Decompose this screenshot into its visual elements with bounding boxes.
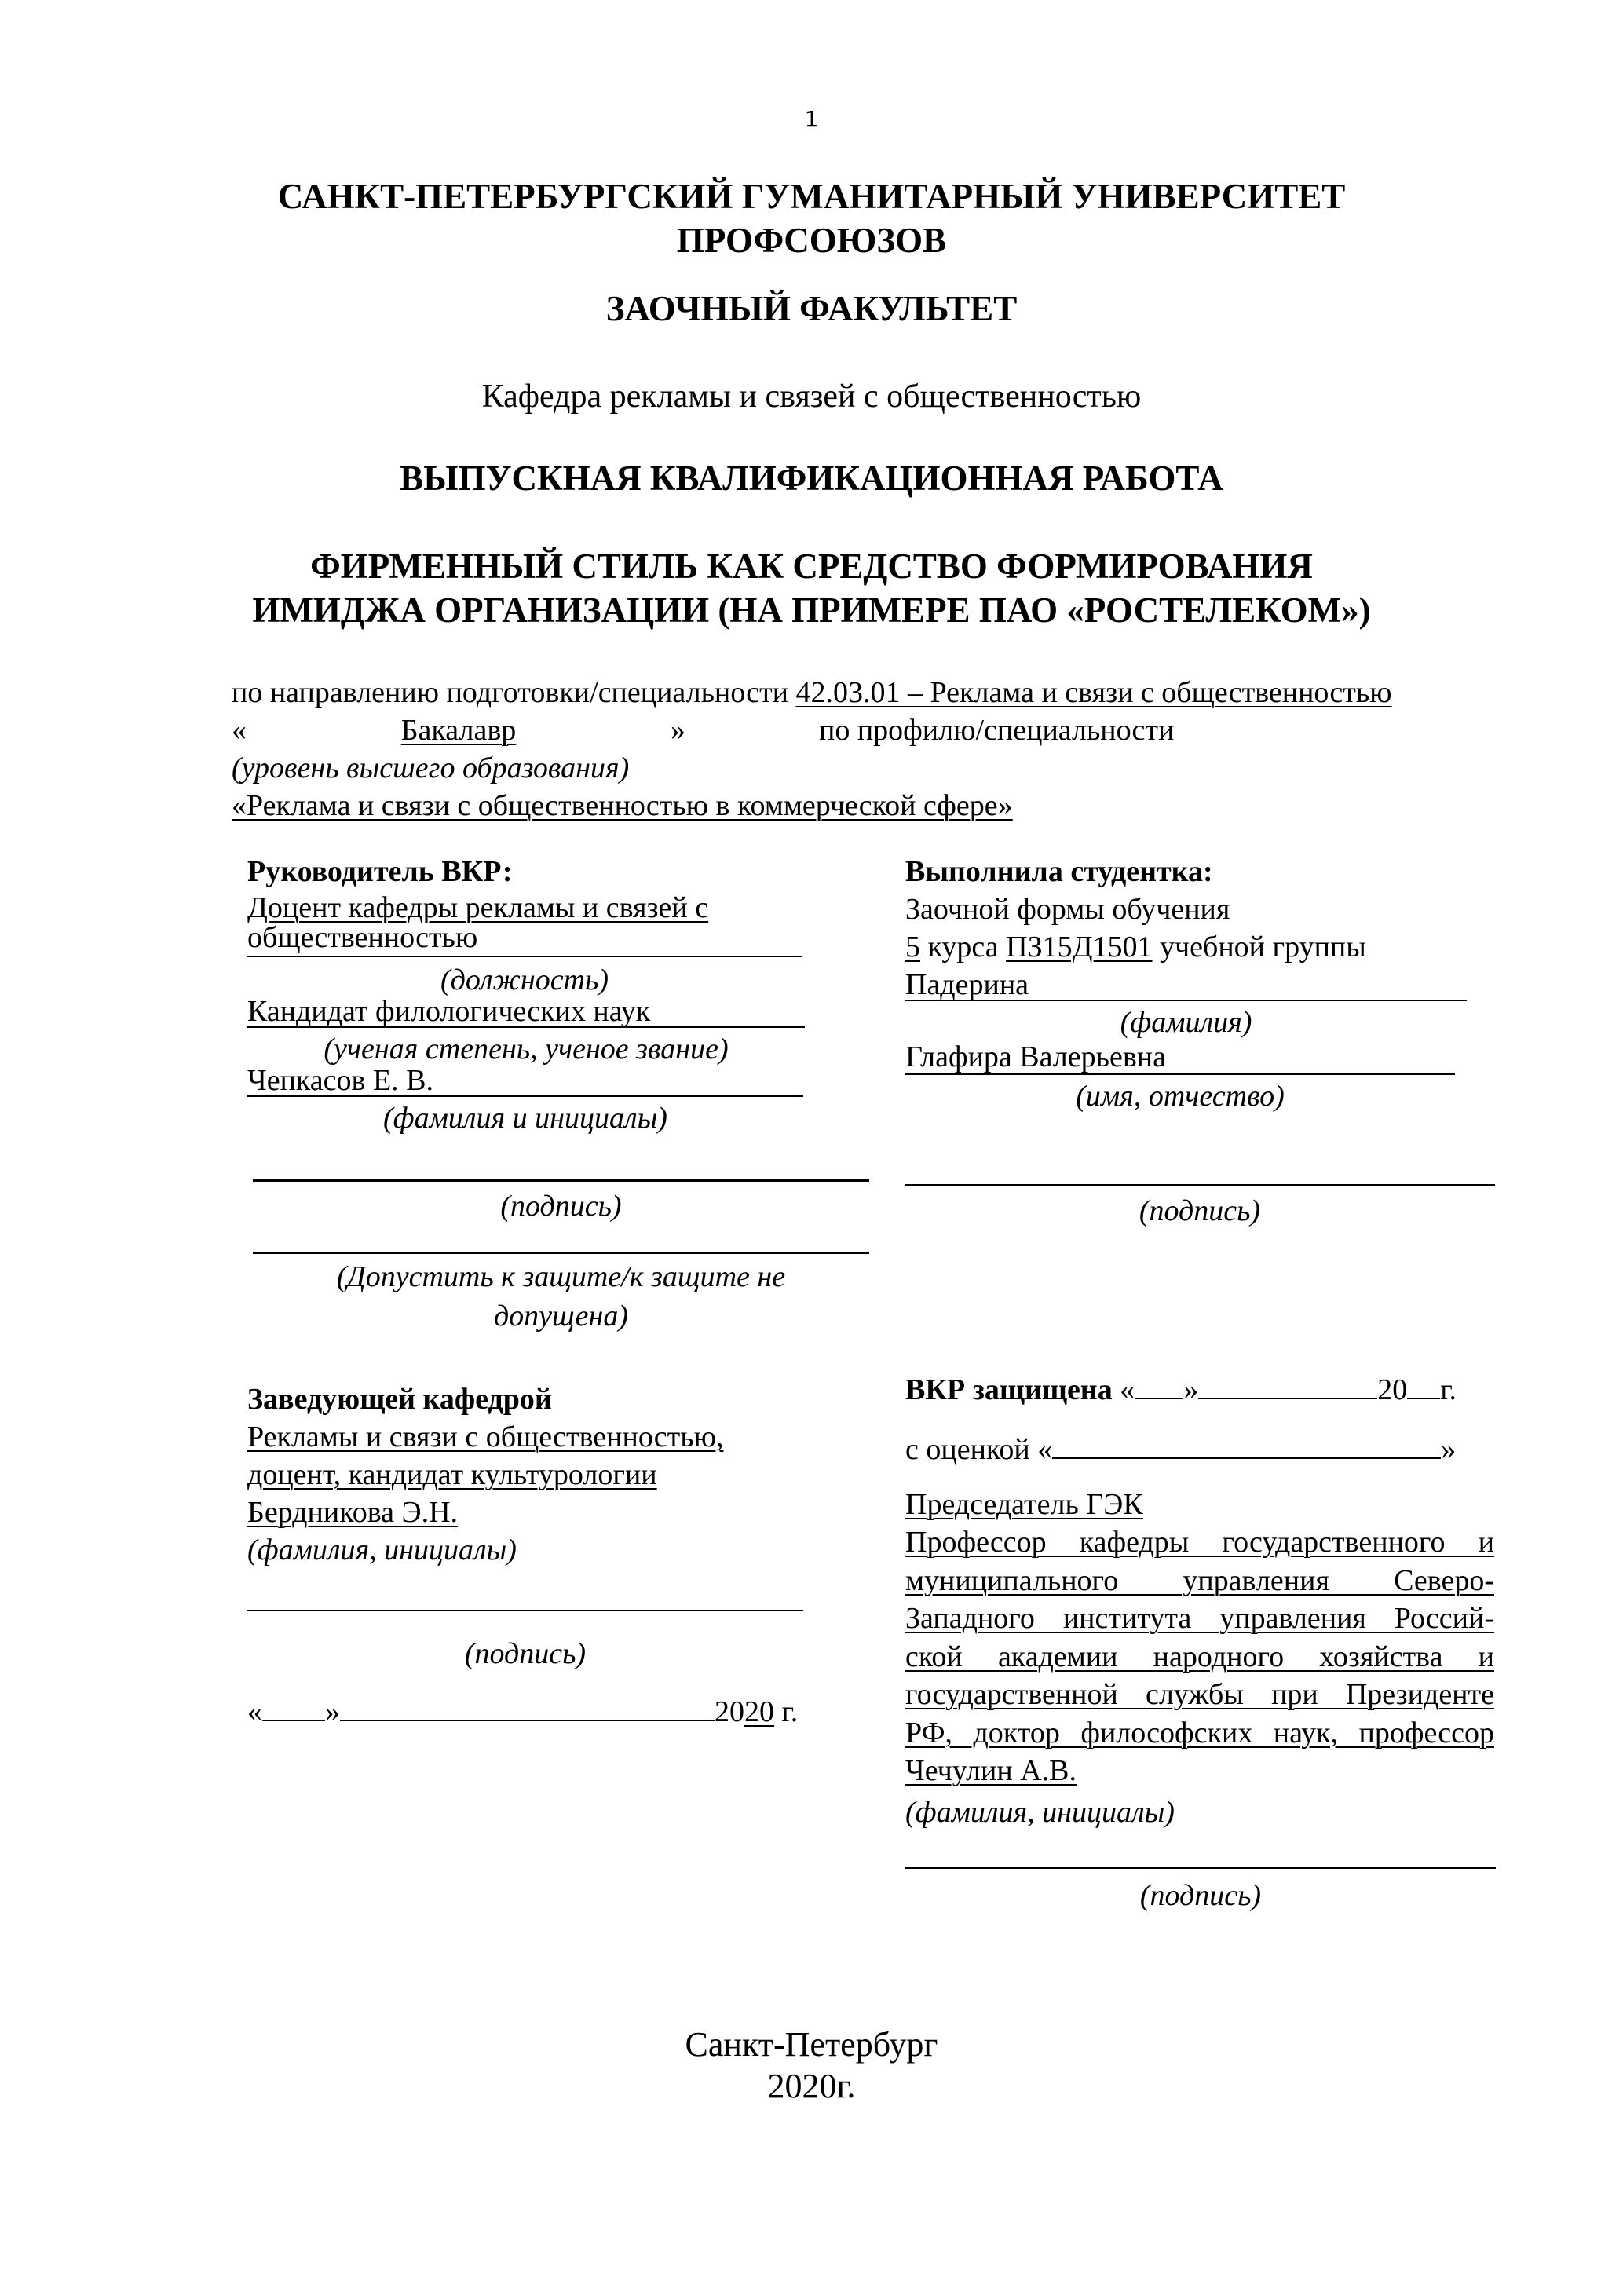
chair-name-caption: (фамилия, инициалы) bbox=[905, 1796, 1175, 1829]
university-name-line1: САНКТ-ПЕТЕРБУРГСКИЙ ГУМАНИТАРНЫЙ УНИВЕРСИТЕТ bbox=[277, 177, 1346, 216]
admission-caption-line2: допущена) bbox=[493, 1300, 629, 1333]
defense-date-close-quote: » bbox=[1183, 1373, 1199, 1406]
chair-line: муниципального управления Северо- bbox=[905, 1563, 1494, 1597]
student-signature-line[interactable] bbox=[905, 1184, 1495, 1186]
grade-line bbox=[905, 1431, 1456, 1468]
chair-line: Западного института управления Россий- bbox=[905, 1602, 1494, 1635]
head-year-unit: г. bbox=[774, 1695, 799, 1728]
chair-line: Чечулин А.В. bbox=[905, 1754, 1077, 1787]
defense-date-line bbox=[905, 1371, 1457, 1409]
supervisor-signature-caption: (подпись) bbox=[500, 1190, 622, 1223]
footer-year: 2020г. bbox=[767, 2067, 856, 2105]
position-underline bbox=[247, 956, 802, 957]
chair-line: Профессор кафедры государственного и bbox=[905, 1526, 1494, 1559]
chair-line: государственной службы при Президенте bbox=[905, 1678, 1494, 1711]
head-year-suffix: 20 bbox=[744, 1695, 774, 1728]
supervisor-position-line1: Доцент кафедры рекламы и связей с bbox=[247, 891, 709, 924]
group-code: ПЗ15Д1501 bbox=[1006, 930, 1153, 963]
grade-blank[interactable] bbox=[1052, 1434, 1441, 1459]
footer-city: Санкт-Петербург bbox=[685, 2025, 938, 2064]
head-date-close-quote: » bbox=[325, 1695, 340, 1728]
chair-signature-line[interactable] bbox=[905, 1867, 1496, 1869]
degree-underline bbox=[247, 1026, 805, 1028]
grade-close-quote: » bbox=[1441, 1433, 1457, 1466]
defense-date-open-quote: « bbox=[1112, 1373, 1135, 1406]
student-heading: Выполнила студентка: bbox=[905, 855, 1213, 888]
degree-caption: (ученая степень, ученое звание) bbox=[324, 1033, 729, 1066]
supervisor-position-line2: общественностью bbox=[247, 921, 478, 954]
supervisor-degree: Кандидат филологических наук bbox=[247, 995, 651, 1028]
surname-caption: (фамилия) bbox=[1120, 1006, 1252, 1039]
chair-title: Председатель ГЭК bbox=[905, 1488, 1143, 1521]
level-open-quote: « bbox=[232, 714, 247, 747]
head-line1: Рекламы и связи с общественностью, bbox=[247, 1420, 724, 1453]
head-name: Бердникова Э.Н. bbox=[247, 1496, 459, 1529]
faculty-name: ЗАОЧНЫЙ ФАКУЛЬТЕТ bbox=[605, 289, 1018, 328]
admission-signature-line[interactable] bbox=[253, 1252, 869, 1254]
head-year-prefix: 20 bbox=[715, 1695, 744, 1728]
level-value: Бакалавр bbox=[400, 714, 517, 747]
course-number: 5 bbox=[905, 930, 920, 963]
direction-prefix: по направлению подготовки/специальности bbox=[232, 676, 796, 709]
head-heading: Заведующей кафедрой bbox=[247, 1383, 552, 1416]
head-name-caption: (фамилия, инициалы) bbox=[247, 1534, 517, 1567]
thesis-title-line2: ИМИДЖА ОРГАНИЗАЦИИ (НА ПРИМЕРЕ ПАО «РОСТЕЛЕКОМ») bbox=[252, 590, 1371, 630]
head-line2: доцент, кандидат культурологии bbox=[247, 1458, 657, 1491]
level-caption: (уровень высшего образования) bbox=[232, 751, 630, 784]
profile-value: «Реклама и связи с общественностью в коммерческой сфере» bbox=[232, 789, 1013, 822]
page-number: 1 bbox=[804, 106, 819, 132]
level-close-quote: » bbox=[671, 714, 685, 747]
given-names-underline bbox=[905, 1073, 1455, 1075]
study-form: Заочной формы обучения bbox=[905, 893, 1230, 926]
level-line bbox=[232, 711, 685, 749]
admission-caption-line1: (Допустить к защите/к защите не bbox=[336, 1260, 786, 1293]
course-group-line bbox=[905, 928, 1366, 966]
defense-heading: ВКР защищена bbox=[905, 1373, 1113, 1406]
chair-signature-caption: (подпись) bbox=[1139, 1879, 1262, 1912]
direction-value: 42.03.01 – Реклама и связи с общественностью bbox=[795, 676, 1392, 709]
department-name: Кафедра рекламы и связей с общественностью bbox=[481, 378, 1142, 415]
position-caption: (должность) bbox=[440, 963, 609, 996]
head-signature-line[interactable] bbox=[247, 1610, 803, 1611]
head-date-line bbox=[247, 1693, 798, 1731]
defense-year-blank[interactable] bbox=[1407, 1374, 1440, 1399]
defense-year-prefix: 20 bbox=[1377, 1373, 1408, 1406]
supervisor-signature-line[interactable] bbox=[253, 1179, 869, 1182]
defense-month-blank[interactable] bbox=[1198, 1374, 1377, 1399]
work-type: ВЫПУСКНАЯ КВАЛИФИКАЦИОННАЯ РАБОТА bbox=[400, 459, 1223, 498]
supervisor-name-caption: (фамилия и инициалы) bbox=[383, 1102, 667, 1135]
supervisor-heading: Руководитель ВКР: bbox=[247, 855, 513, 888]
chair-line: РФ, доктор философских наук, профессор bbox=[905, 1716, 1494, 1749]
head-signature-caption: (подпись) bbox=[464, 1637, 587, 1670]
profile-label: по профилю/специальности bbox=[819, 714, 1175, 747]
student-given-names: Глафира Валерьевна bbox=[905, 1040, 1166, 1073]
student-signature-caption: (подпись) bbox=[1139, 1194, 1261, 1227]
given-names-caption: (имя, отчество) bbox=[1076, 1080, 1285, 1113]
thesis-title-line1: ФИРМЕННЫЙ СТИЛЬ КАК СРЕДСТВО ФОРМИРОВАНИЯ bbox=[310, 547, 1313, 586]
surname-underline bbox=[905, 1000, 1467, 1001]
group-word: учебной группы bbox=[1152, 930, 1366, 963]
head-month-blank[interactable] bbox=[340, 1696, 715, 1721]
chair-details bbox=[905, 1523, 1494, 1790]
defense-year-unit: г. bbox=[1440, 1373, 1457, 1406]
chair-line: ской академии народного хозяйства и bbox=[905, 1640, 1494, 1673]
grade-label: с оценкой « bbox=[905, 1433, 1053, 1466]
head-day-blank[interactable] bbox=[262, 1696, 325, 1721]
supervisor-name: Чепкасов Е. В. bbox=[247, 1064, 434, 1097]
defense-day-blank[interactable] bbox=[1135, 1374, 1183, 1399]
student-surname: Падерина bbox=[905, 968, 1029, 1001]
course-word: курса bbox=[920, 930, 1007, 963]
head-date-open-quote: « bbox=[247, 1695, 262, 1728]
direction-line bbox=[232, 674, 1392, 711]
name-underline bbox=[247, 1095, 803, 1097]
university-name-line2: ПРОФСОЮЗОВ bbox=[676, 221, 947, 260]
